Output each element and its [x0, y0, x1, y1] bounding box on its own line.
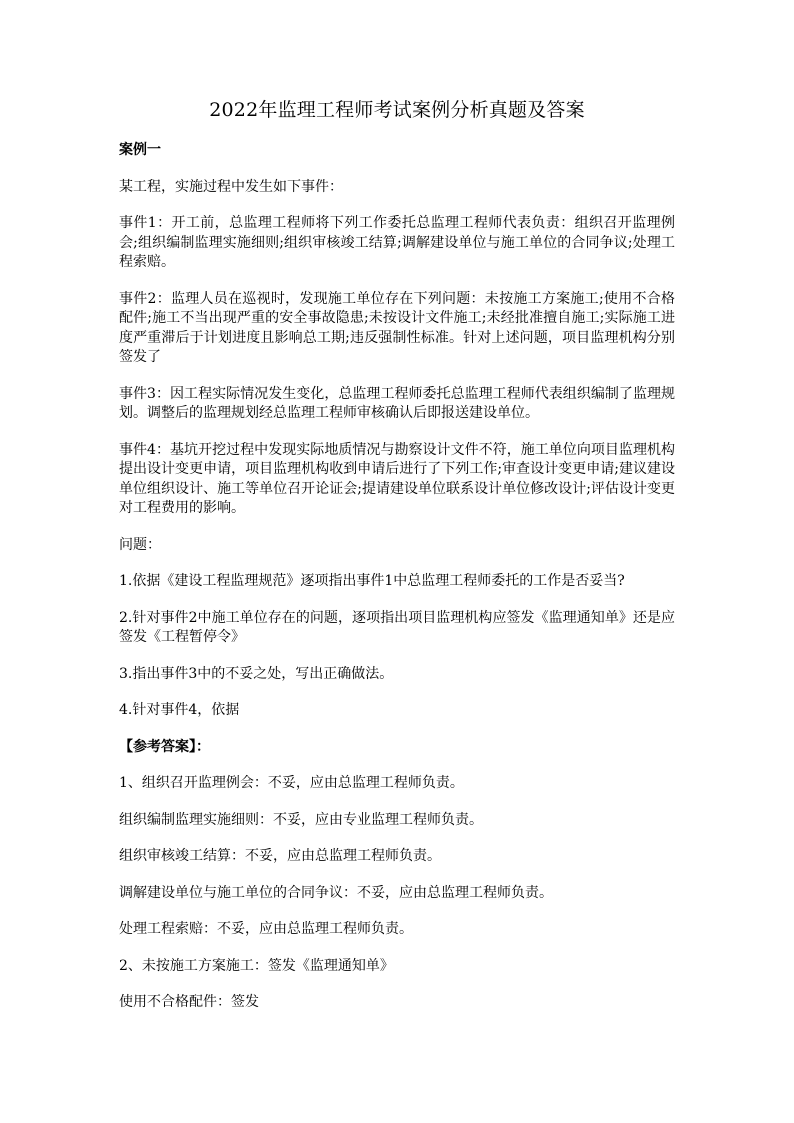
- questions-heading: 问题：: [119, 536, 161, 553]
- event-4: 事件4：基坑开挖过程中发现实际地质情况与勘察设计文件不符，施工单位向项目监理机构提出设计变更申请，项目监理机构收到申请后进行了下列工作;审查设计变更申请;建议建设单位组织设计、施工等单位召开论证会;提请建设单位联系设计单位修改设计;评估设计变更对工程费用的影响。: [119, 441, 675, 516]
- answer-line-1: 1、组织召开监理例会：不妥，应由总监理工程师负责。: [119, 775, 464, 791]
- event-3: 事件3：因工程实际情况发生变化，总监理工程师委托总监理工程师代表组织编制了监理规划。调整后的监理规划经总监理工程师审核确认后即报送建设单位。: [119, 385, 675, 421]
- question-4: 4.针对事件4，依据: [119, 702, 240, 718]
- question-2: 2.针对事件2中施工单位存在的问题，逐项指出项目监理机构应签发《监理通知单》还是应签发《工程暂停令》: [119, 609, 675, 645]
- answer-heading: 【参考答案】：: [119, 738, 210, 755]
- question-1: 1.依据《建设工程监理规范》逐项指出事件1中总监理工程师委托的工作是否妥当?: [119, 573, 625, 589]
- document-title: 2022年监理工程师考试案例分析真题及答案: [209, 99, 585, 121]
- event-1: 事件1：开工前，总监理工程师将下列工作委托总监理工程师代表负责：组织召开监理例会;组织编制监理实施细则;组织审核竣工结算;调解建设单位与施工单位的合同争议;处理工程索赔。: [119, 215, 675, 270]
- answer-line-7: 使用不合格配件：签发: [119, 994, 259, 1010]
- case-heading: 案例一: [119, 142, 161, 158]
- document-page: [119, 96, 675, 1030]
- case-intro: 某工程，实施过程中发生如下事件：: [119, 178, 343, 195]
- answer-line-6: 2、未按施工方案施工：签发《监理通知单》: [119, 957, 394, 974]
- event-2: 事件2：监理人员在巡视时，发现施工单位存在下列问题：未按施工方案施工;使用不合格配件;施工不当出现严重的安全事故隐患;未按设计文件施工;未经批准擅自施工;实际施工进度严重滞后于计划进度且影响总工期;违反强制性标准。针对上述问题，项目监理机构分别签发了: [119, 290, 675, 365]
- answer-line-2: 组织编制监理实施细则：不妥，应由专业监理工程师负责。: [119, 811, 483, 828]
- answer-line-4: 调解建设单位与施工单位的合同争议：不妥，应由总监理工程师负责。: [119, 884, 553, 901]
- question-3: 3.指出事件3中的不妥之处，写出正确做法。: [119, 665, 394, 682]
- answer-line-3: 组织审核竣工结算：不妥，应由总监理工程师负责。: [119, 848, 441, 864]
- answer-line-5: 处理工程索赔：不妥，应由总监理工程师负责。: [119, 921, 413, 937]
